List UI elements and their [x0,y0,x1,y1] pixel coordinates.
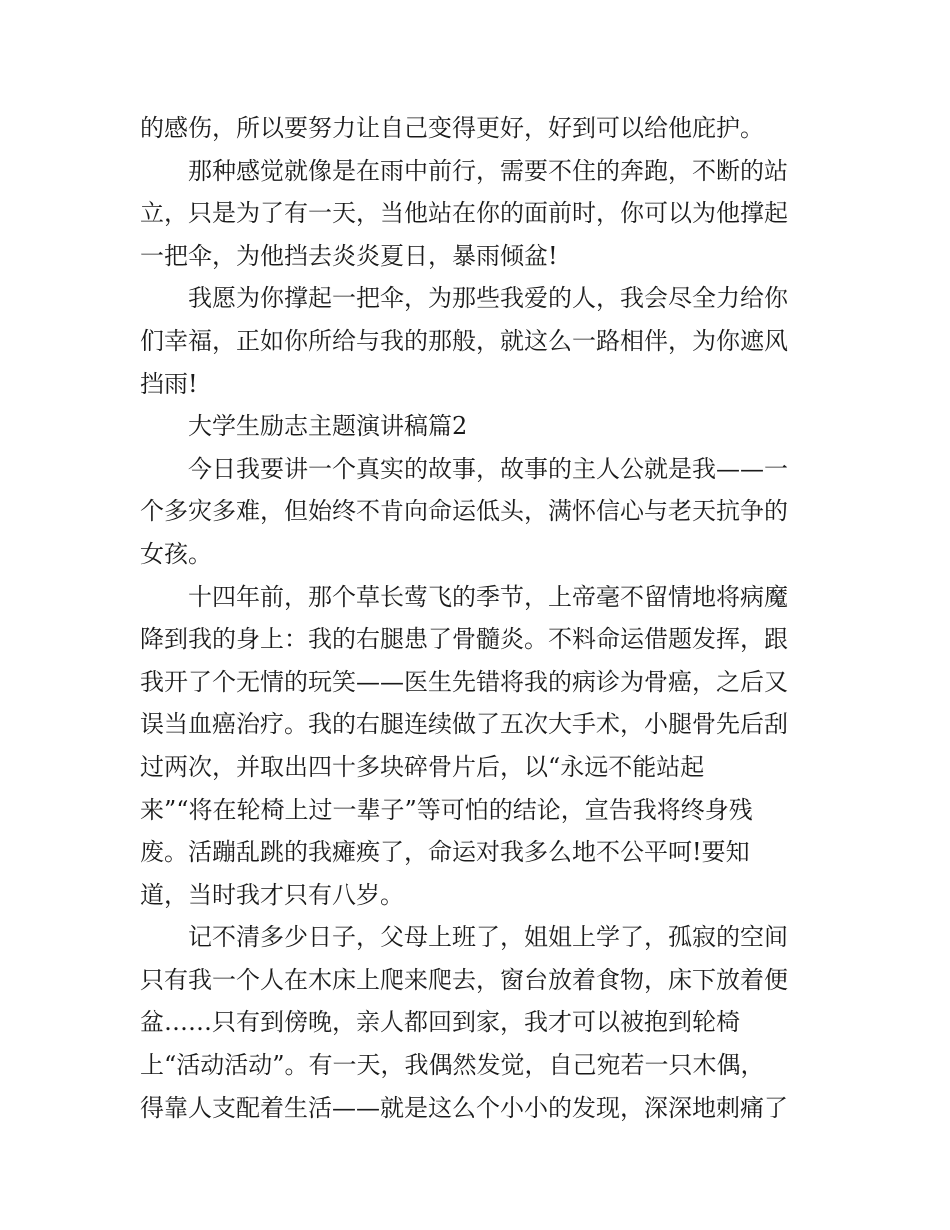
text-line: 得靠人支配着生活——就是这么个小小的发现，深深地刺痛了 [140,1093,788,1122]
document-body [140,107,820,1129]
section-heading: 大学生励志主题演讲稿篇2 [188,412,468,441]
text-line: 盆……只有到傍晚，亲人都回到家，我才可以被抱到轮椅 [140,1008,740,1037]
text-line: 十四年前，那个草长莺飞的季节，上帝毫不留情地将病魔 [188,582,788,611]
text-line: 废。活蹦乱跳的我瘫痪了，命运对我多么地不公平呵!要知 [140,838,750,867]
text-line: 过两次，并取出四十多块碎骨片后，以“永远不能站起 [140,752,705,781]
text-line: 来”“将在轮椅上过一辈子”等可怕的结论，宣告我将终身残 [140,795,753,824]
text-line: 上“活动活动”。有一天，我偶然发觉，自己宛若一只木偶， [140,1051,765,1080]
text-line: 挡雨! [140,369,198,398]
text-line: 道，当时我才只有八岁。 [140,880,404,909]
text-line: 立，只是为了有一天，当他站在你的面前时，你可以为他撑起 [140,199,788,228]
text-line: 们幸福，正如你所给与我的那般，就这么一路相伴，为你遮风 [140,326,788,355]
text-line: 我开了个无情的玩笑——医生先错将我的病诊为骨癌，之后又 [140,667,788,696]
text-line: 我愿为你撑起一把伞，为那些我爱的人，我会尽全力给你 [188,284,788,313]
text-line: 今日我要讲一个真实的故事，故事的主人公就是我——一 [188,454,788,483]
text-line: 降到我的身上：我的右腿患了骨髓炎。不料命运借题发挥，跟 [140,625,788,654]
text-line: 记不清多少日子，父母上班了，姐姐上学了，孤寂的空间 [188,923,788,952]
text-line: 只有我一个人在木床上爬来爬去，窗台放着食物，床下放着便 [140,965,788,994]
text-line: 的感伤，所以要努力让自己变得更好，好到可以给他庇护。 [140,114,764,142]
text-line: 误当血癌治疗。我的右腿连续做了五次大手术，小腿骨先后刮 [140,710,788,739]
text-line: 那种感觉就像是在雨中前行，需要不住的奔跑，不断的站 [188,156,788,185]
text-line: 女孩。 [140,539,212,568]
text-line: 个多灾多难，但始终不肯向命运低头，满怀信心与老天抗争的 [140,497,788,526]
text-line: 一把伞，为他挡去炎炎夏日，暴雨倾盆! [140,241,558,270]
